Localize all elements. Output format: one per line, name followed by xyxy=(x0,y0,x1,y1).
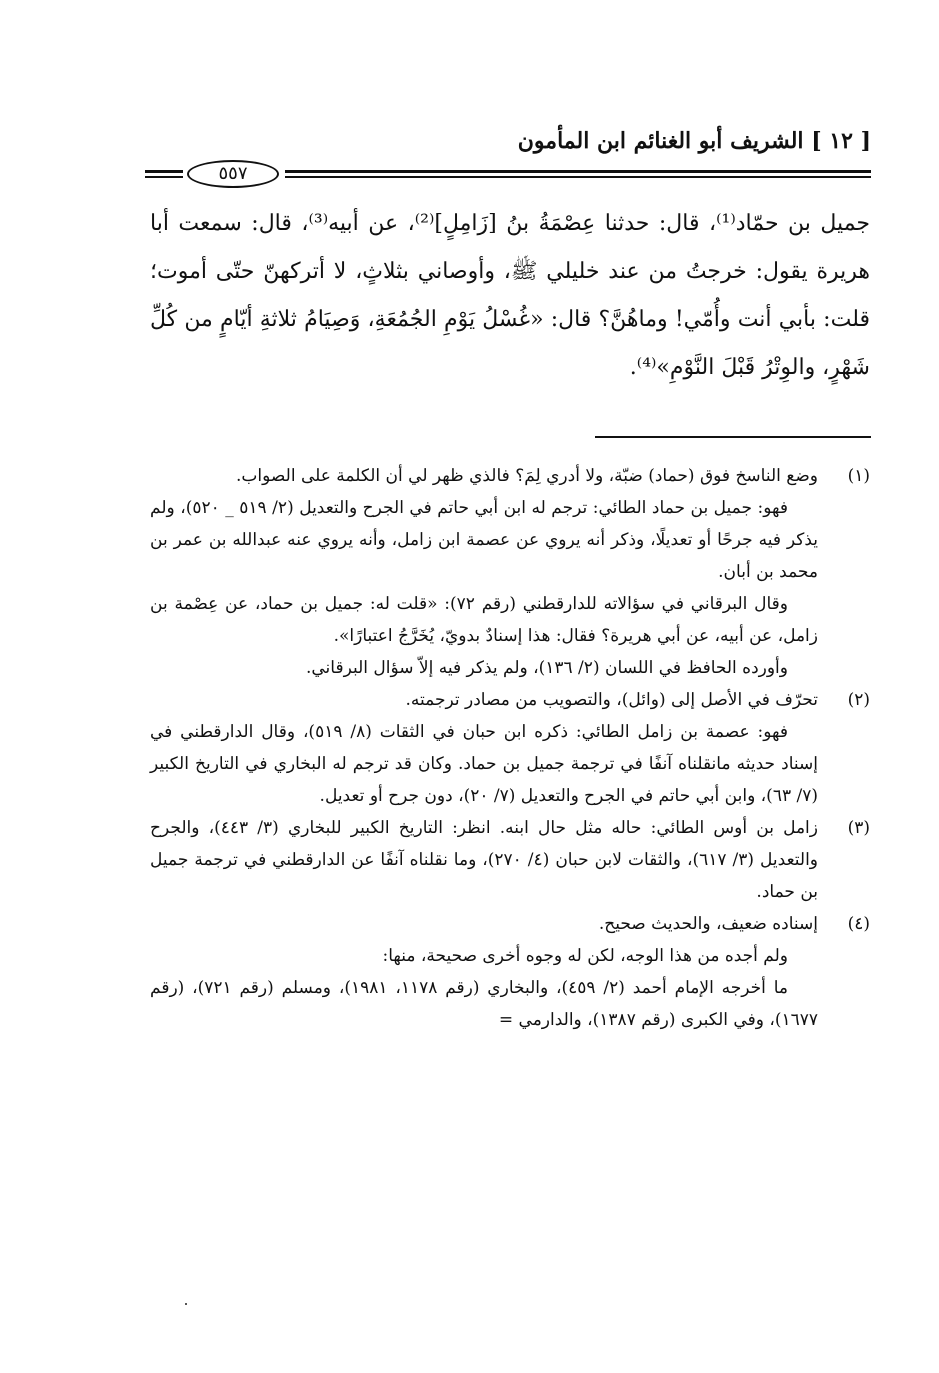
footnote-paragraph: إسناده ضعيف، والحديث صحيح. xyxy=(598,914,818,934)
footnote-paragraph: ولم أجده من هذا الوجه، لكن له وجوه أخرى صحيحة، منها: xyxy=(382,946,788,966)
footnote-paragraph: تحرّف في الأصل إلى (وائل)، والتصويب من مصادر ترجمته. xyxy=(405,690,818,710)
footnote-2 xyxy=(150,684,870,812)
footnote-number: (٢) xyxy=(847,690,870,710)
main-hadith-text: جميل بن حمّاد⁽¹⁾، قال: حدثنا عِصْمَةُ بنُ [زَامِلٍ]⁽²⁾، عن أبيه⁽³⁾، قال: سمعت أبا هريرة يقول: خرجتُ من عند خليلي ﷺ، وأوصاني بثلاثٍ، لا أتركهنّ حتّى أموت؛ قلت: بأبي أنت وأُمّي! وماهُنَّ؟ قال: «غُسْلُ يَوْمِ الجُمُعَةِ، وَصِيَامُ ثلاثةِ أيّامٍ من كُلِّ شَهْرٍ، والوِتْرُ قَبْلَ النَّوْمِ»⁽⁴⁾. xyxy=(150,211,871,380)
footnote-1 xyxy=(150,460,870,684)
running-header-title: [ ١٢ ] الشريف أبو الغنائم ابن المأمون xyxy=(517,128,871,154)
page-number: ٥٥٧ xyxy=(187,160,279,188)
header-rule-right xyxy=(285,170,871,178)
footnote-number: (٣) xyxy=(847,818,870,838)
footnote-paragraph: زامل بن أوس الطائي: حاله مثل حال ابنه. انظر: التاريخ الكبير للبخاري (٣/ ٤٤٣)، والجرح والتعديل (٣/ ٦١٧)، والثقات لابن حبان (٤/ ٢٧٠)، وما نقلناه آنفًا عن الدارقطني في ترجمة جميل بن حماد. xyxy=(150,818,819,902)
footnote-4 xyxy=(150,908,870,1036)
header-rule xyxy=(145,160,871,190)
footnote-paragraph: فهو: جميل بن حماد الطائي: ترجم له ابن أبي حاتم في الجرح والتعديل (٢/ ٥١٩ _ ٥٢٠)، ولم يذكر فيه جرحًا أو تعديلًا، وذكر أنه يروي عن عصمة ابن زامل، وأنه يروي عنه عبدالله بن عمر بن محمد بن أبان. xyxy=(150,498,818,582)
footnote-paragraph: ما أخرجه الإمام أحمد (٢/ ٤٥٩)، والبخاري (رقم ١١٧٨، ١٩٨١)، ومسلم (رقم ٧٢١)، (رقم ١٦٧٧)، وفي الكبرى (رقم ١٣٨٧)، والدارمي = xyxy=(150,978,818,1030)
footnote-paragraph: وضع الناسخ فوق (حماد) ضبّة، ولا أدري لِمَ؟ فالذي ظهر لي أن الكلمة على الصواب. xyxy=(235,466,818,486)
footnote-paragraph: وقال البرقاني في سؤالاته للدارقطني (رقم ٧٢): «قلت له: جميل بن حماد، عن عِصْمة بن زامل، عن أبيه، عن أبي هريرة؟ فقال: هذا إسنادٌ بدويّ، يُخَرَّجُ اعتبارًا». xyxy=(150,594,818,646)
footnote-paragraph: فهو: عصمة بن زامل الطائي: ذكره ابن حبان في الثقات (٨/ ٥١٩)، وقال الدارقطني في إسناد حديثه مانقلناه آنفًا في ترجمة جميل بن حماد. وكان قد ترجم له البخاري في التاريخ الكبير (٧/ ٦٣)، وابن أبي حاتم في الجرح والتعديل (٧/ ٢٠)، دون جرح أو تعديل. xyxy=(150,722,818,806)
footnote-3 xyxy=(150,812,870,908)
footnote-number: (٤) xyxy=(847,914,870,934)
header-rule-left xyxy=(145,170,183,178)
footnote-separator xyxy=(595,436,871,438)
footnotes xyxy=(150,460,870,1036)
scan-speck xyxy=(185,1303,187,1305)
footnote-number: (١) xyxy=(847,466,870,486)
footnote-paragraph: وأورده الحافظ في اللسان (٢/ ١٣٦)، ولم يذكر فيه إلاّ سؤال البرقاني. xyxy=(305,658,788,678)
